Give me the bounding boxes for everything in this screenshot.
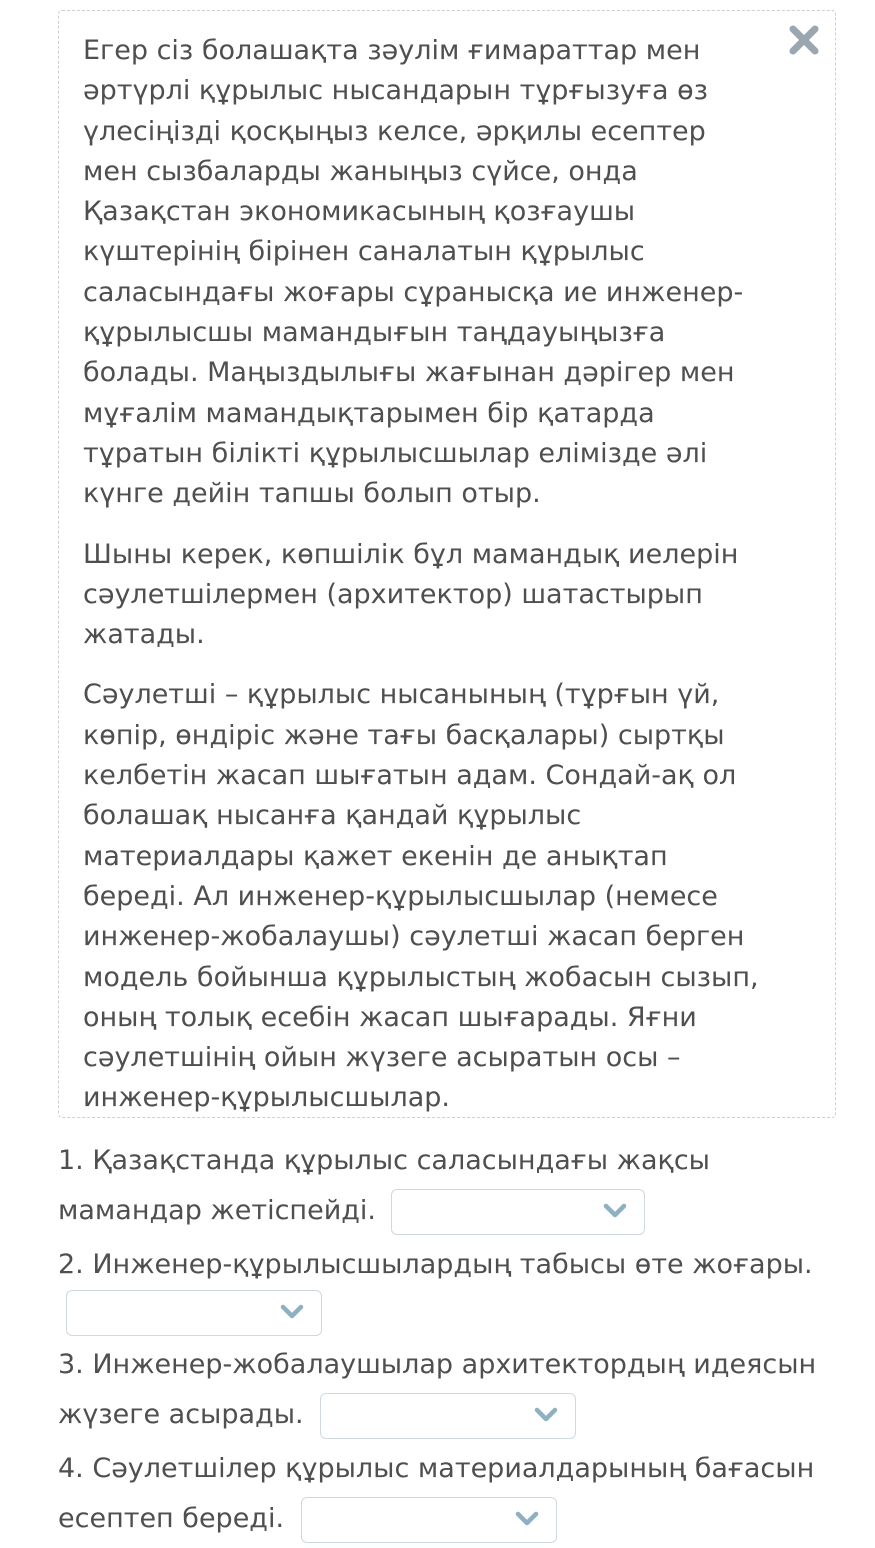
- chevron-down-icon: [279, 1302, 305, 1322]
- chevron-down-icon: [514, 1509, 540, 1529]
- question-2-text: 2. Инженер-құрылысшылардың табысы өте жоғары.: [58, 1249, 813, 1280]
- question-1: [58, 1136, 858, 1236]
- answer-dropdown-2[interactable]: [66, 1290, 322, 1336]
- close-icon: [787, 23, 821, 57]
- close-button[interactable]: [787, 23, 821, 57]
- question-list: [58, 1136, 858, 1548]
- reading-passage: [58, 10, 836, 1118]
- question-1-text: 1. Қазақстанда құрылыс саласындағы жақсы мамандар жетіспейді.: [58, 1145, 710, 1226]
- passage-paragraph-2: Шыны керек, көпшілік бұл мамандық иелерін сәулетшілермен (архитектор) шатастырып жатады.: [83, 538, 739, 651]
- question-2: [58, 1240, 858, 1336]
- question-4-text: 4. Сәулетшілер құрылыс материалдарының бағасын есептеп береді.: [58, 1453, 815, 1534]
- chevron-down-icon: [602, 1201, 628, 1221]
- answer-dropdown-4[interactable]: [301, 1497, 557, 1543]
- answer-dropdown-1[interactable]: [391, 1189, 645, 1235]
- question-4: [58, 1444, 858, 1544]
- passage-paragraph-3: Сәулетші – құрылыс нысанының (тұрғын үй, көпір, өндіріс және тағы басқалары) сыртқы келбетін жасап шығатын адам. Сондай-ақ ол болашақ нысанға қандай құрылыс материалдары қажет екенін де анықтап береді. Ал инженер-құрылысшылар (немесе инженер-жобалаушы) сәулетші жасап берген модель бойынша құрылыстың жобасын сызып, оның толық есебін жасап шығарады. Яғни сәулетшінің ойын жүзеге асыратын осы – инженер-құрылысшылар.: [83, 679, 759, 1114]
- chevron-down-icon: [533, 1405, 559, 1425]
- question-3-text: 3. Инженер-жобалаушылар архитектордың идеясын жүзеге асырады.: [58, 1349, 817, 1430]
- passage-paragraph-1: Егер сіз болашақта зәулім ғимараттар мен әртүрлі құрылыс нысандарын тұрғызуға өз үлесіңізді қосқыңыз келсе, әрқилы есептер мен сызбаларды жаныңыз сүйсе, онда Қазақстан экономикасының қозғаушы күштерінің бірінен саналатын құрылыс саласындағы жоғары сұранысқа ие инженер-құрылысшы мамандығын таңдауыңызға болады. Маңыздылығы жағынан дәрігер мен мұғалім мамандықтарымен бір қатарда тұратын білікті құрылысшылар елімізде әлі күнге дейін тапшы болып отыр.: [83, 35, 744, 510]
- question-3: [58, 1340, 858, 1440]
- answer-dropdown-3[interactable]: [320, 1393, 576, 1439]
